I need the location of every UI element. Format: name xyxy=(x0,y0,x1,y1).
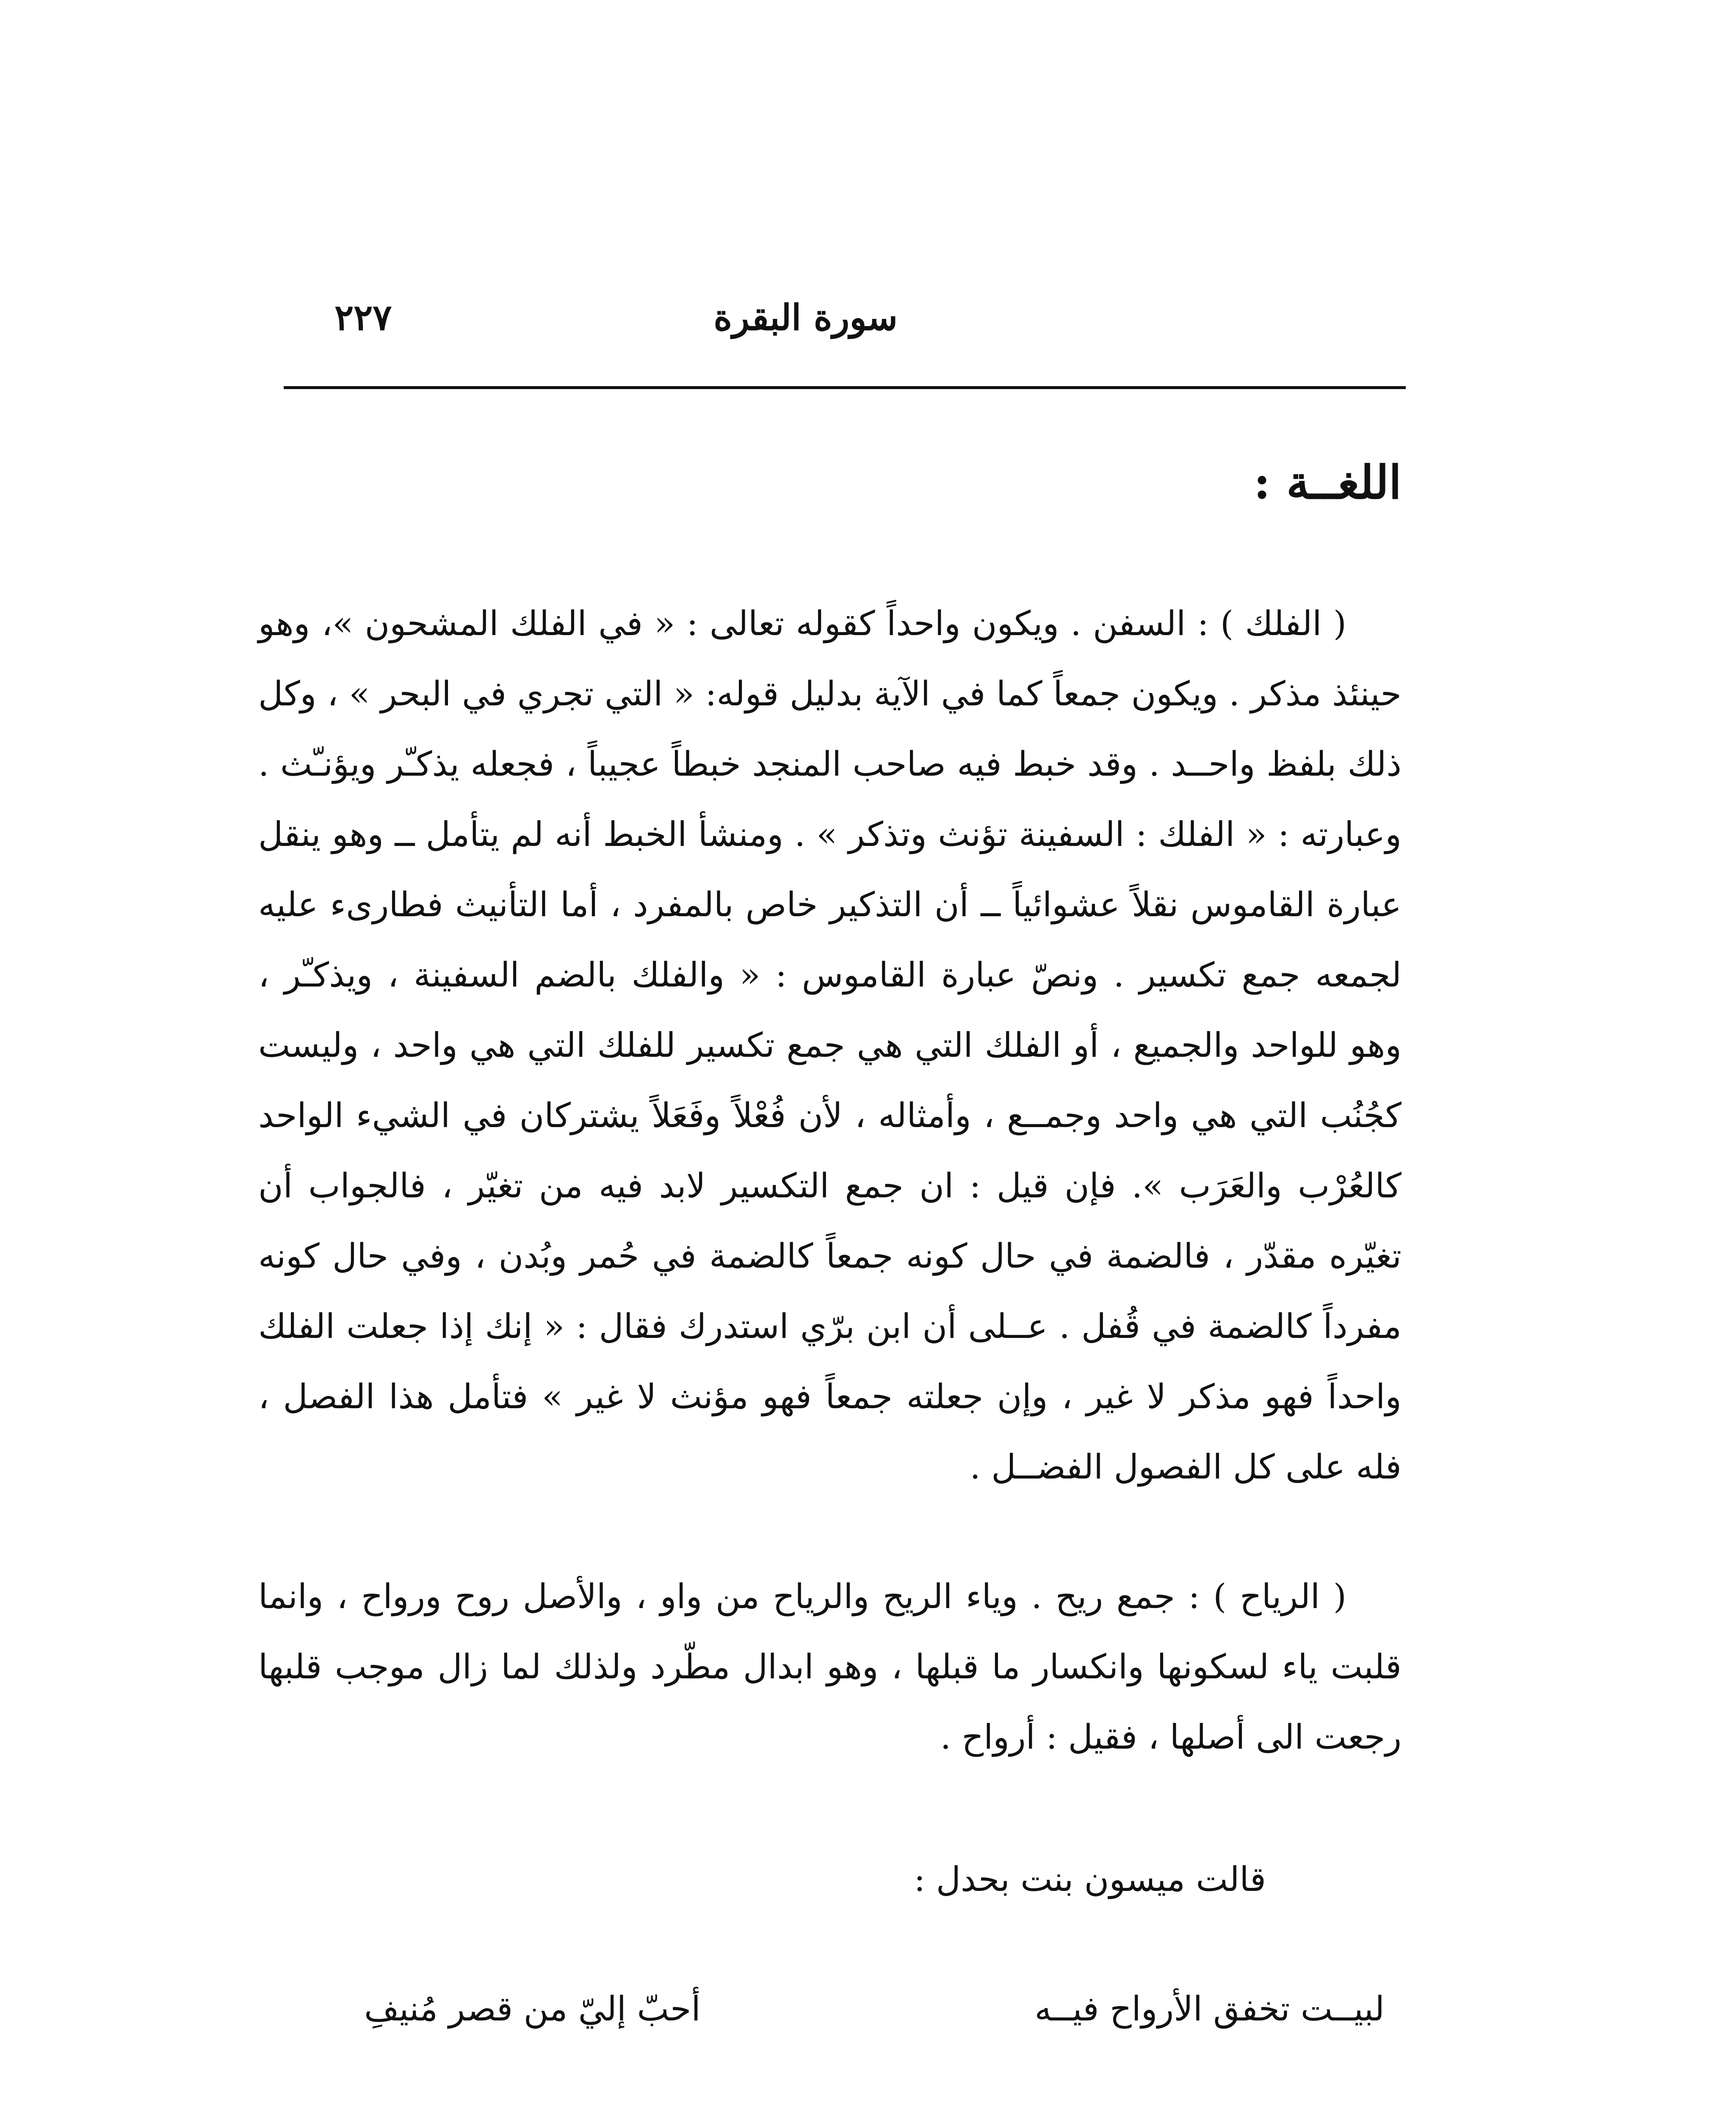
page-body xyxy=(258,440,1402,2044)
poem-verse xyxy=(258,1974,1402,2044)
page-number: ٢٢٧ xyxy=(334,296,392,338)
second-hemistich: أحبّ إليّ من قصر مُنيفِ xyxy=(364,1989,701,2029)
poem-intro: قالت ميسون بنت بحدل : xyxy=(914,1860,1266,1899)
page-header xyxy=(284,296,1406,351)
paragraph-riyah: ( الرياح ) : جمع ريح . وياء الريح والرياح من واو ، والأصل روح ورواح ، وانما قلبت ياء لسكونها وانكسار ما قبلها ، وهو ابدال مطّرد ولذلك لما زال موجب قلبها رجعت الى أصلها ، فقيل : أرواح . xyxy=(258,1577,1402,1757)
first-hemistich: لبيــت تخفق الأرواح فيــه xyxy=(1034,1989,1385,2029)
section-heading: اللغــة : xyxy=(1253,456,1402,509)
header-rule xyxy=(284,386,1406,389)
running-title: سورة البقرة xyxy=(713,296,898,338)
paragraph-falak: ( الفلك ) : السفن . ويكون واحداً كقوله تعالى : « في الفلك المشحون »، وهو حينئذ مذكر . ويكون جمعاً كما في الآية بدليل قوله: « التي تجري في البحر » ، وكل ذلك بلفظ واحــد . وقد خبط فيه صاحب المنجد خبطاً عجيباً ، فجعله يذكـّر ويؤنـّث . وعبارته : « الفلك : السفينة تؤنث وتذكر » . ومنشأ الخبط أنه لم يتأمل ــ وهو ينقل عبارة القاموس نقلاً عشوائياً ــ أن التذكير خاص بالمفرد ، أما التأنيث فطارىء عليه لجمعه جمع تكسير . ونصّ عبارة القاموس : « والفلك بالضم السفينة ، ويذكـّر ، وهو للواحد والجميع ، أو الفلك التي هي جمع تكسير للفلك التي هي واحد ، وليست كجُنُب التي هي واحد وجمــع ، وأمثاله ، لأن فُعْلاً وفَعَلاً يشتركان في الشيء الواحد كالعُرْب والعَرَب ». فإن قيل : ان جمع التكسير لابد فيه من تغيّر ، فالجواب أن تغيّره مقدّر ، فالضمة في حال كونه جمعاً كالضمة في حُمر وبُدن ، وفي حال كونه مفرداً كالضمة في قُفل . عــلى أن ابن برّي استدرك فقال : « إنك إذا جعلت الفلك واحداً فهو مذكر لا غير ، وإن جعلته جمعاً فهو مؤنث لا غير » فتأمل هذا الفصل ، فله على كل الفصول الفضــل . xyxy=(258,604,1402,1487)
